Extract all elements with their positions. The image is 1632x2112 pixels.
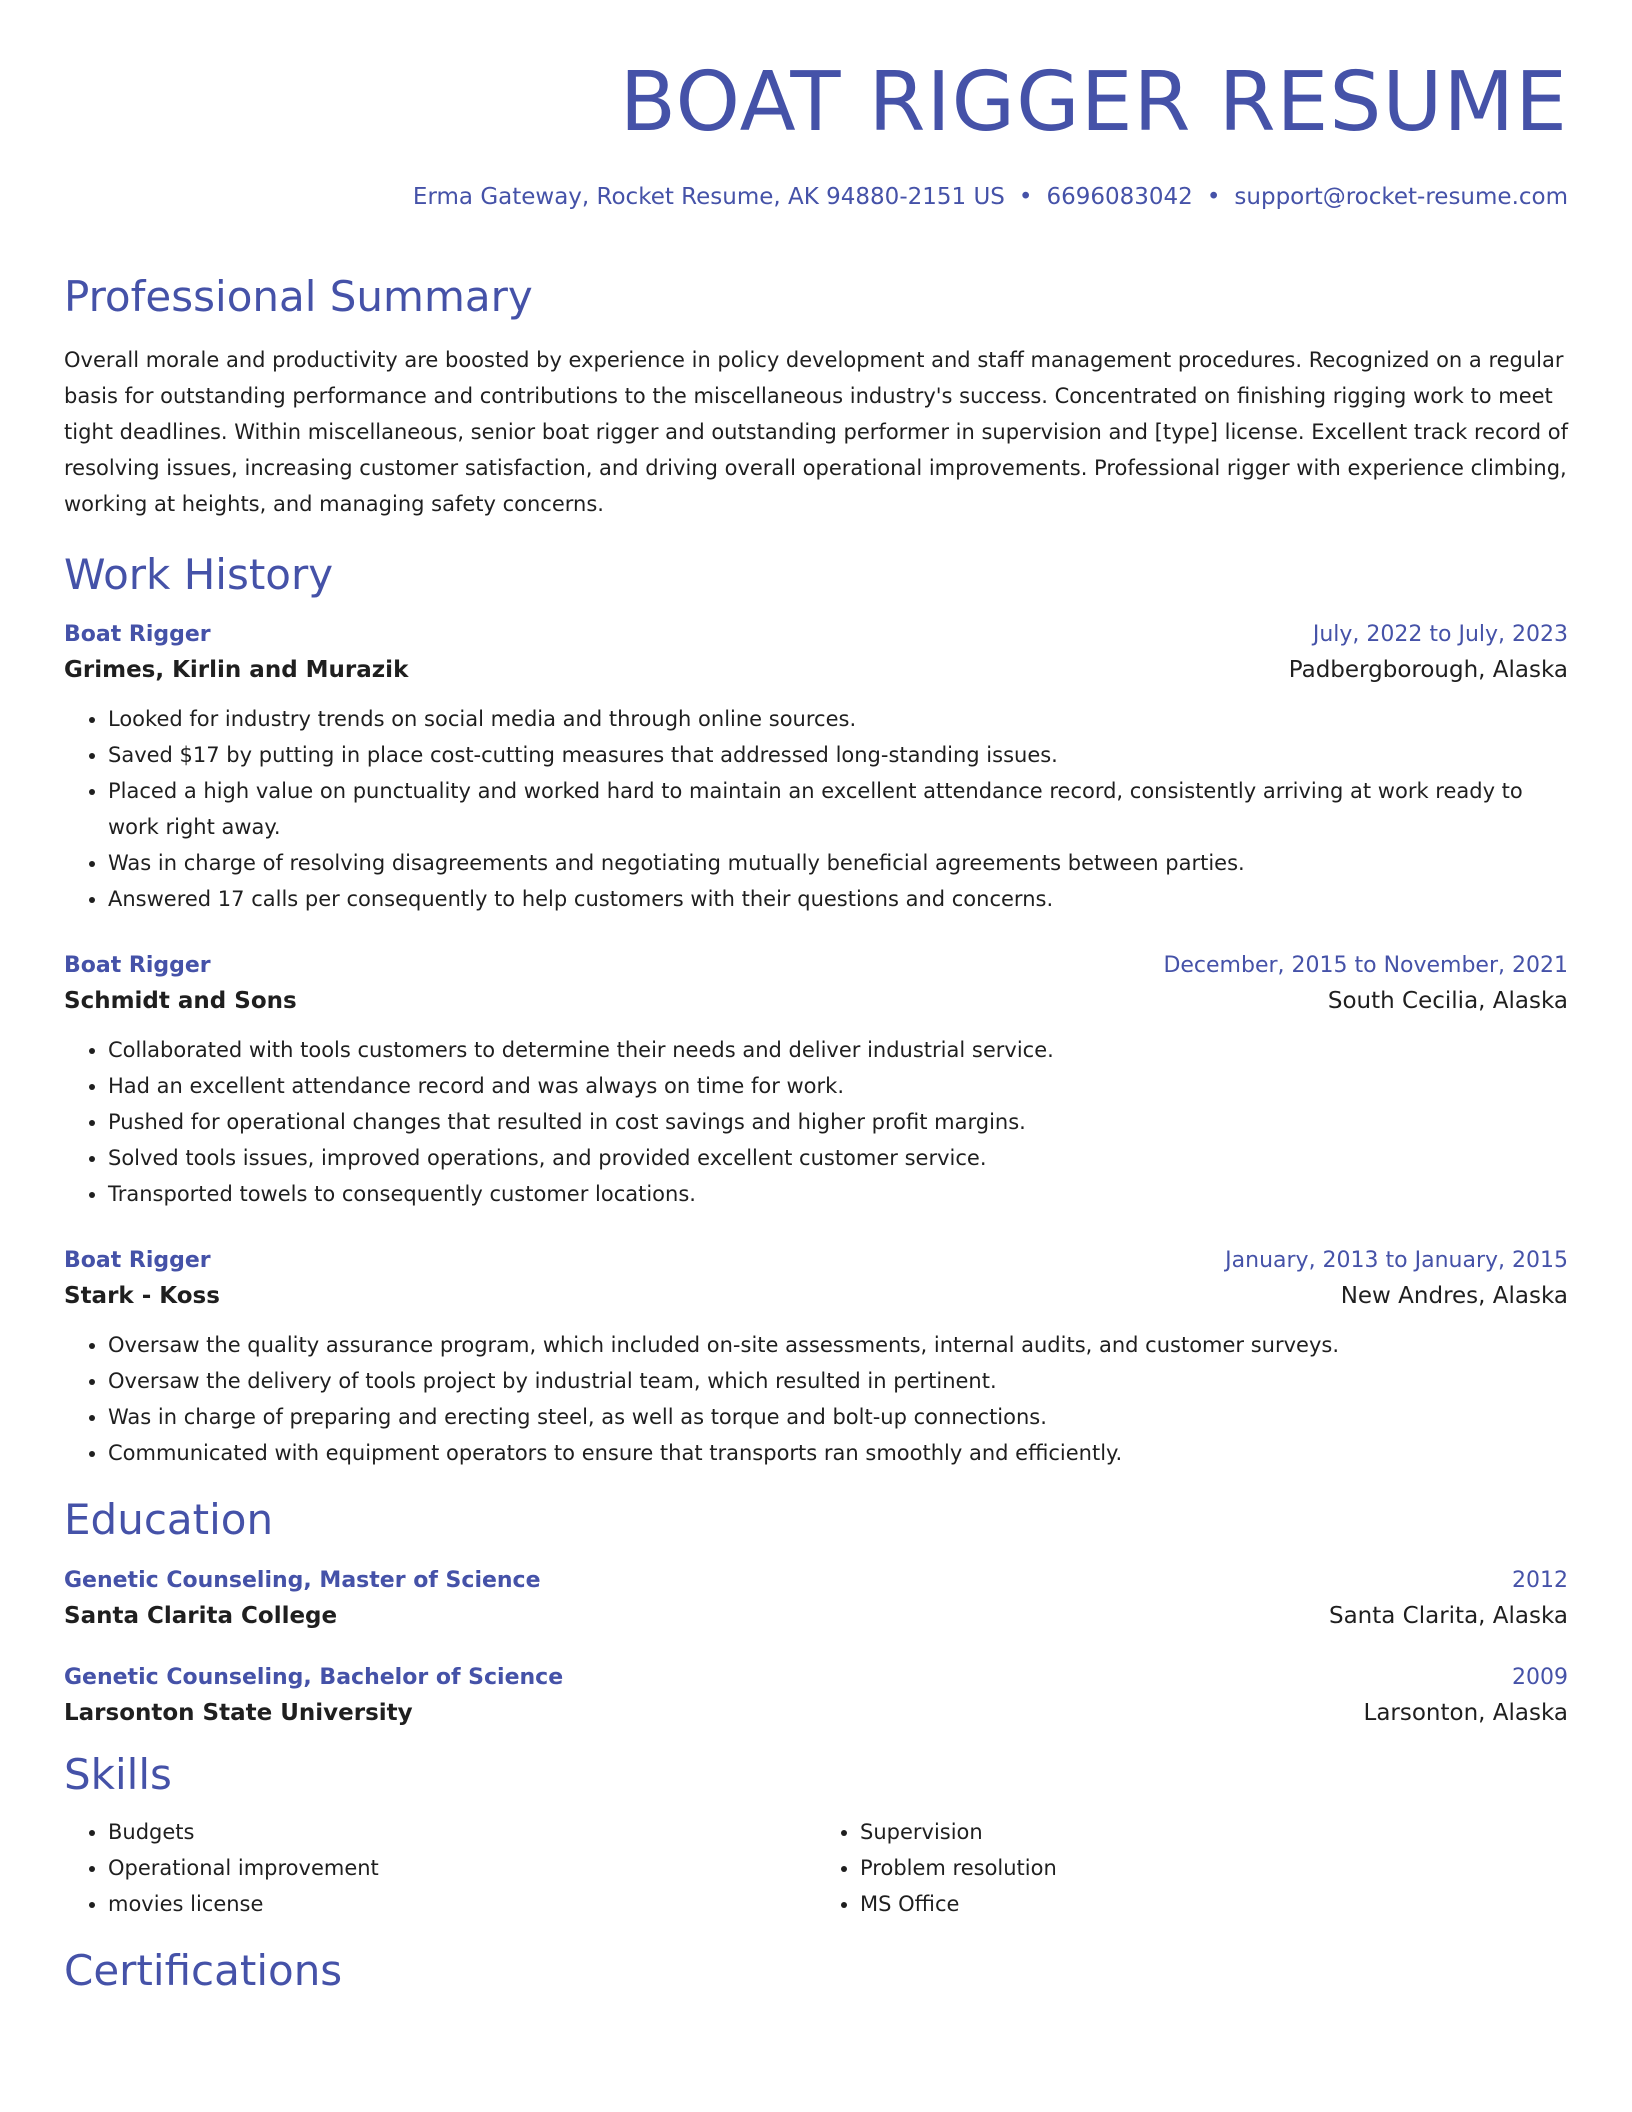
- job-bullet: • Answered 17 calls per consequently to help customers with their questions and concerns.: [108, 881, 1568, 917]
- education-entry: [64, 1568, 1568, 1629]
- job-company: Schmidt and Sons: [64, 988, 297, 1015]
- job-company: Stark - Koss: [64, 1283, 220, 1310]
- job-bullets: [64, 1032, 1568, 1212]
- education-degree: Genetic Counseling, Bachelor of Science: [64, 1664, 564, 1690]
- job-bullet: • Had an excellent attendance record and was always on time for work.: [108, 1068, 1568, 1104]
- job-bullet: • Collaborated with tools customers to determine their needs and deliver industrial service.: [108, 1032, 1568, 1068]
- contact-email[interactable]: support@rocket-resume.com: [1234, 184, 1568, 210]
- job-title: Boat Rigger: [64, 622, 211, 648]
- education-section: [64, 1495, 1568, 1725]
- job-dates: January, 2013 to January, 2015: [1225, 1248, 1568, 1274]
- job-bullet: • Was in charge of preparing and erecting steel, as well as torque and bolt-up connections.: [108, 1399, 1568, 1435]
- job-title: Boat Rigger: [64, 1248, 211, 1274]
- job-company: Grimes, Kirlin and Murazik: [64, 657, 409, 684]
- job-bullets: [64, 701, 1568, 917]
- education-location: Santa Clarita, Alaska: [1328, 1602, 1568, 1629]
- job-bullet: • Saved $17 by putting in place cost-cutting measures that addressed long-standing issues.: [108, 737, 1568, 773]
- skills-right-list: [816, 1814, 1568, 1922]
- summary-section: [64, 272, 1568, 522]
- job-dates: July, 2022 to July, 2023: [1312, 622, 1568, 648]
- job-bullets: [64, 1327, 1568, 1471]
- job-bullet: • Solved tools issues, improved operations, and provided excellent customer service.: [108, 1140, 1568, 1176]
- job-bullet: • Was in charge of resolving disagreements and negotiating mutually beneficial agreements between parties.: [108, 845, 1568, 881]
- skill-item: • MS Office: [860, 1886, 1568, 1922]
- job-bullet: • Looked for industry trends on social media and through online sources.: [108, 701, 1568, 737]
- certifications-section: [64, 1946, 1568, 1996]
- job-dates: December, 2015 to November, 2021: [1163, 953, 1568, 979]
- skill-item: • Operational improvement: [108, 1850, 816, 1886]
- job-bullet: • Pushed for operational changes that resulted in cost savings and higher profit margins.: [108, 1104, 1568, 1140]
- skill-item: • Supervision: [860, 1814, 1568, 1850]
- certifications-heading: Certifications: [64, 1946, 343, 1996]
- job-title: Boat Rigger: [64, 953, 211, 979]
- education-degree: Genetic Counseling, Master of Science: [64, 1567, 541, 1593]
- job-entry: [64, 953, 1568, 1212]
- job-location: New Andres, Alaska: [1340, 1283, 1568, 1310]
- education-school: Santa Clarita College: [64, 1602, 338, 1629]
- summary-heading: Professional Summary: [64, 271, 533, 321]
- skill-item: • Budgets: [108, 1814, 816, 1850]
- skills-columns: [64, 1814, 1568, 1922]
- job-entry: [64, 1248, 1568, 1471]
- job-entry: [64, 622, 1568, 917]
- education-location: Larsonton, Alaska: [1363, 1699, 1568, 1726]
- job-bullet: • Oversaw the quality assurance program, which included on-site assessments, internal audits, and customer surveys.: [108, 1327, 1568, 1363]
- job-location: Padbergborough, Alaska: [1288, 657, 1568, 684]
- skills-heading: Skills: [64, 1749, 172, 1799]
- contact-separator: •: [1206, 184, 1221, 210]
- skill-item: • movies license: [108, 1886, 816, 1922]
- contact-line: [64, 184, 1568, 212]
- job-bullet: • Oversaw the delivery of tools project by industrial team, which resulted in pertinent.: [108, 1363, 1568, 1399]
- education-year: 2009: [1512, 1664, 1568, 1690]
- skills-section: [64, 1750, 1568, 1922]
- job-location: South Cecilia, Alaska: [1327, 988, 1568, 1015]
- work-history-section: [64, 550, 1568, 1471]
- summary-text: Overall morale and productivity are boosted by experience in policy development and staff management procedures. Recognized on a regular basis for outstanding performance and contributions to the miscellaneous industry's success. Concentrated on finishing rigging work to meet tight deadlines. Within miscellaneous, senior boat rigger and outstanding performer in supervision and [type] license. Excellent track record of resolving issues, increasing customer satisfaction, and driving overall operational improvements. Professional rigger with experience climbing, working at heights, and managing safety concerns.: [64, 347, 1568, 516]
- contact-address: Erma Gateway, Rocket Resume, AK 94880-2151 US: [412, 184, 1005, 210]
- job-bullet: • Placed a high value on punctuality and worked hard to maintain an excellent attendance record, consistently arriving at work ready to work right away.: [108, 773, 1568, 845]
- contact-separator: •: [1018, 184, 1033, 210]
- resume-title: BOAT RIGGER RESUME: [619, 55, 1568, 150]
- education-heading: Education: [64, 1495, 274, 1545]
- contact-phone: 6696083042: [1046, 184, 1193, 210]
- work-history-heading: Work History: [64, 549, 334, 599]
- education-school: Larsonton State University: [64, 1699, 413, 1726]
- job-bullet: • Transported towels to consequently customer locations.: [108, 1176, 1568, 1212]
- education-entry: [64, 1665, 1568, 1726]
- skill-item: • Problem resolution: [860, 1850, 1568, 1886]
- education-year: 2012: [1512, 1567, 1568, 1593]
- job-bullet: • Communicated with equipment operators to ensure that transports ran smoothly and efficiently.: [108, 1435, 1568, 1471]
- skills-left-list: [64, 1814, 816, 1922]
